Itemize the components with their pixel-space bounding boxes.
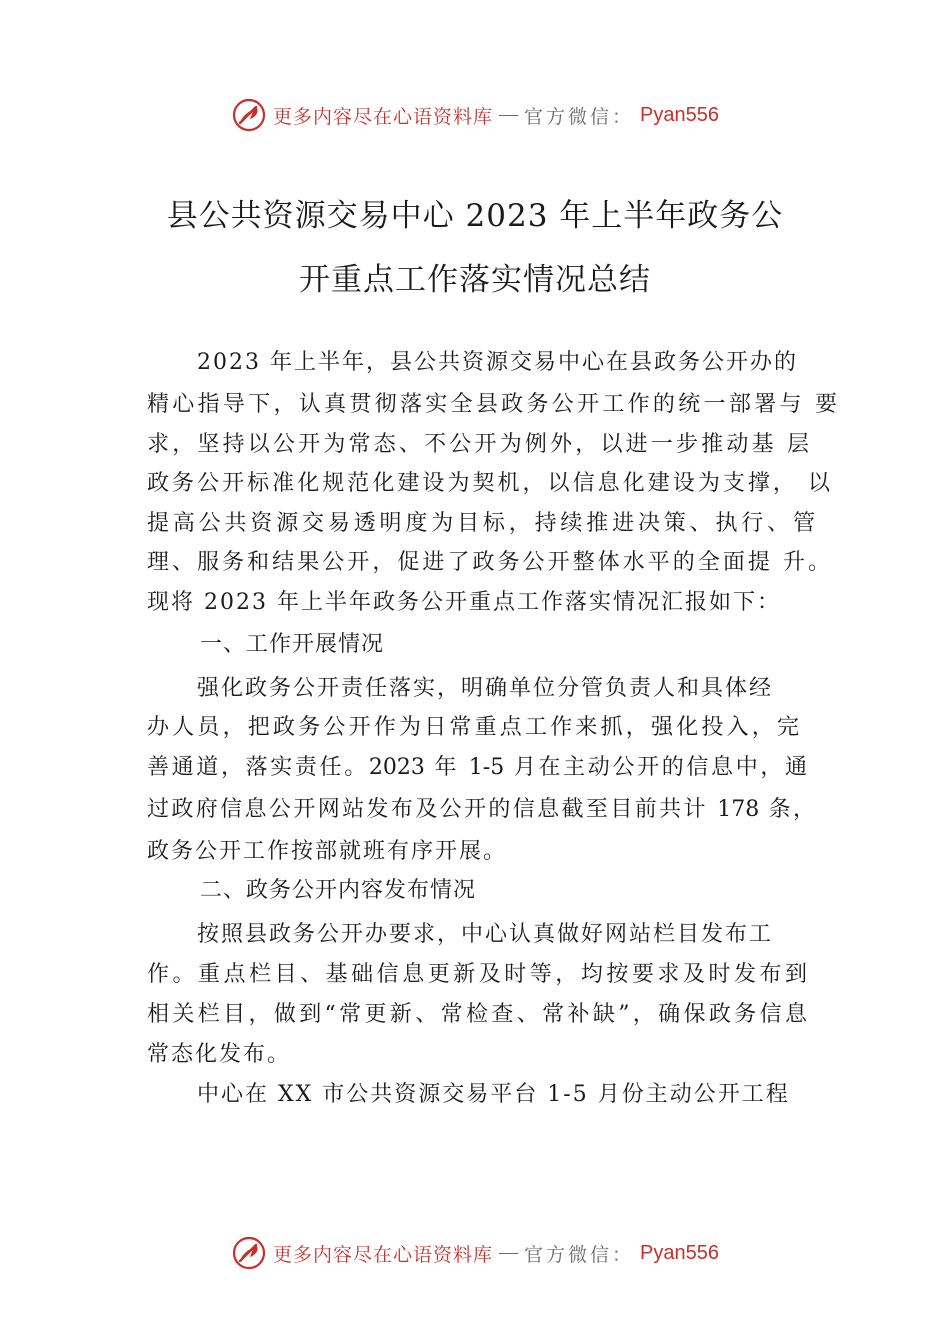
intro-line: 求，坚持以公开为常态、不公开为例外，以进一步推动基 层: [147, 432, 809, 457]
banner-wechat-id: Pyan556: [640, 1241, 719, 1264]
section2-line: 常态化发布。: [147, 1042, 292, 1067]
section2-line: 中心在 XX 市公共资源交易平台 1-5 月份主动公开工程: [197, 1082, 790, 1107]
section2-line: 按照县政务公开办要求，中心认真做好网站栏目发布工: [197, 922, 774, 947]
document-title-line-2: 开重点工作落实情况总结: [299, 262, 651, 298]
banner-separator: —: [499, 1242, 519, 1263]
header-banner: [0, 95, 950, 135]
quill-logo-icon: [231, 1235, 267, 1271]
quill-logo-icon: [231, 97, 267, 133]
banner-wechat-label: 官方微信：: [524, 105, 635, 128]
section1-line: 善通道，落实责任。2023 年 1-5 月在主动公开的信息中，通: [147, 755, 807, 780]
document-title-line-1: 县公共资源交易中心 2023 年上半年政务公: [166, 198, 784, 234]
banner-text: 更多内容尽在心语资料库: [273, 105, 494, 128]
section2-line: 作。重点栏目、基础信息更新及时等，均按要求及时发布到: [147, 962, 807, 987]
banner-wechat-id: Pyan556: [640, 103, 719, 126]
banner-separator: —: [499, 104, 519, 125]
section1-line: 政务公开工作按部就班有序开展。: [147, 839, 508, 864]
section-heading-2: 二、政务公开内容发布情况: [200, 878, 477, 903]
banner-wechat-label: 官方微信：: [524, 1243, 635, 1266]
banner-text: 更多内容尽在心语资料库: [273, 1243, 494, 1266]
section1-line: 强化政务公开责任落实，明确单位分管负责人和具体经: [197, 676, 774, 701]
intro-line: 提高公共资源交易透明度为目标，持续推进决策、执行、管: [147, 511, 815, 536]
intro-line: 精心指导下，认真贯彻落实全县政务公开工作的统一部署与 要: [147, 392, 837, 417]
intro-line: 现将 2023 年上半年政务公开重点工作落实情况汇报如下：: [147, 590, 781, 615]
section1-line: 办人员，把政务公开作为日常重点工作来抓，强化投入，完: [147, 715, 799, 740]
intro-line: 理、服务和结果公开，促进了政务公开整体水平的全面提 升。: [147, 550, 830, 575]
intro-line: 2023 年上半年，县公共资源交易中心在县政务公开办的: [197, 350, 798, 375]
footer-banner: [0, 1233, 950, 1273]
intro-line: 政务公开标准化规范化建设为契机，以信息化建设为支撑， 以: [147, 471, 830, 496]
section-heading-1: 一、工作开展情况: [200, 632, 385, 657]
section1-line: 过政府信息公开网站发布及公开的信息截至目前共计 178 条，: [147, 797, 815, 822]
section2-line: 相关栏目，做到“常更新、常检查、常补缺”，确保政务信息: [147, 1002, 807, 1027]
